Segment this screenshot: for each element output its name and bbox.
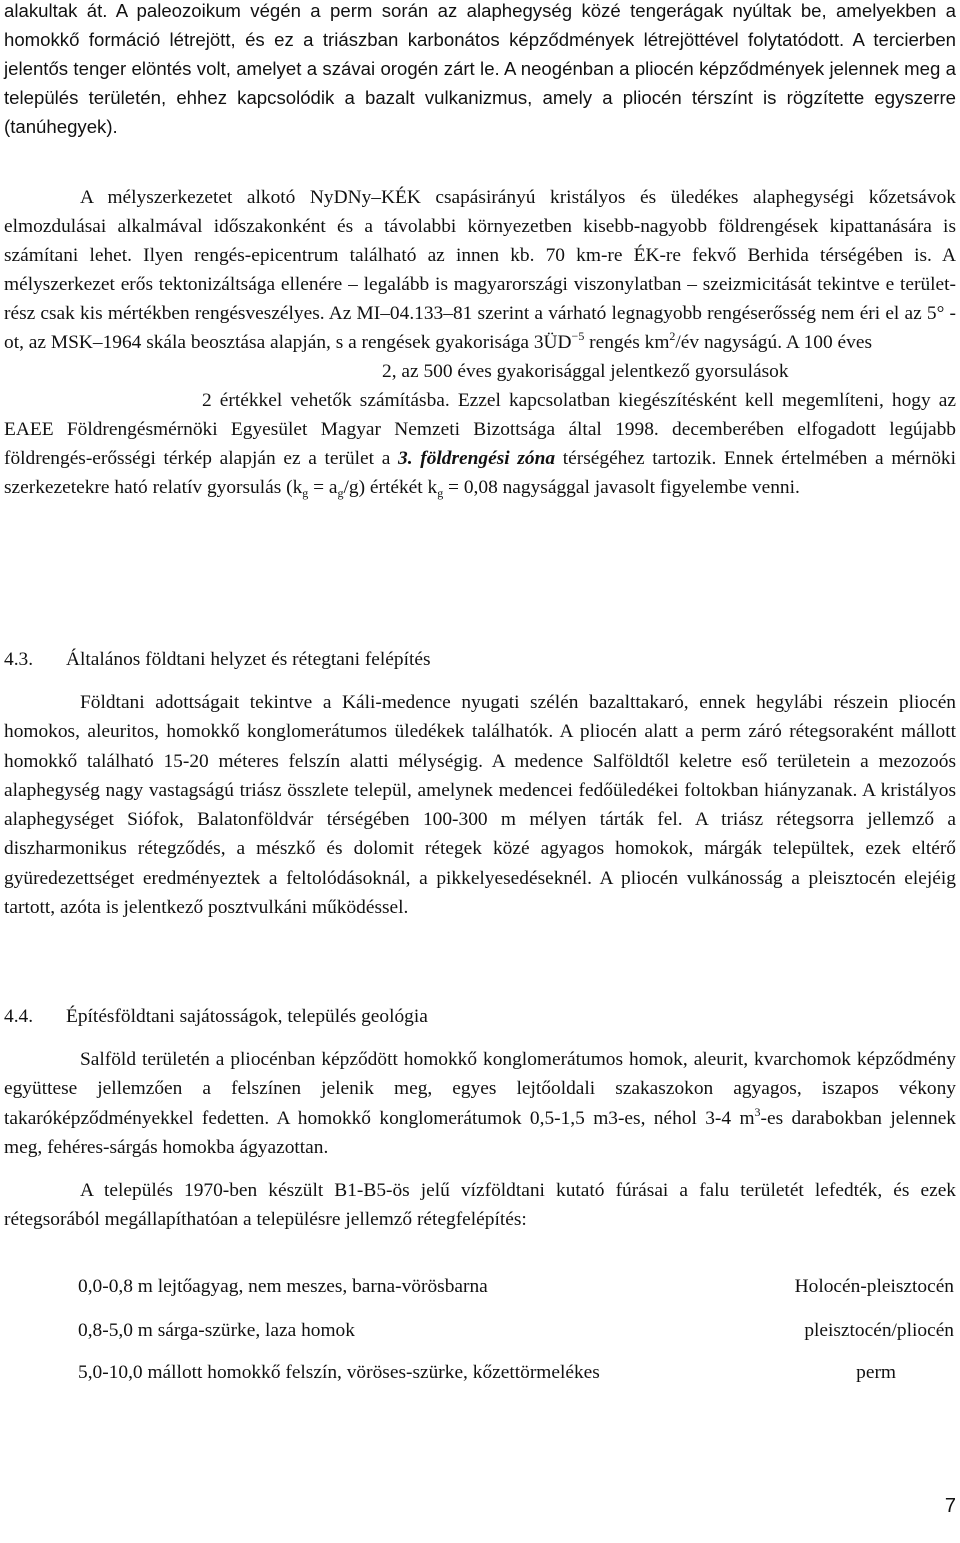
- text: /év nagyságú. A 100 éves: [675, 332, 872, 353]
- text: A település 1970-ben készült B1-B5-ös jelű vízföldtani kutató fúrásai a falu területét lefedték, és ezek rétegsorából megállapíthatóan a településre jellemző rétegfelépítés:: [4, 1180, 956, 1231]
- section-number: 4.3.: [4, 649, 34, 670]
- text: /g) értékét k: [343, 477, 438, 498]
- layer-row: [78, 1316, 956, 1345]
- paragraph-construction-geology: [4, 1045, 956, 1162]
- layer-description: 0,8-5,0 m sárga-szürke, laza homok: [78, 1320, 355, 1341]
- text: térségéhez tartozik. Ennek értelmében a mérnöki szerkezetekre ható relatív gyorsulás (k: [4, 448, 956, 498]
- text: A mélyszerkezetet alkotó NyDNy–KÉK csapásirányú kristályos és üledékes alaphegységi kőzetsávok elmozdulásai alkalmával időszakonként és a távolabbi környezetben kisebb-nagyobb földrengések kipattanására is számítani lehet. Ilyen rengés-epicentrum található az innen kb. 70 km-re ÉK-re fekvő Berhida térségében is. A mélyszerkezet erős tektonizáltsága ellenére – legalább is magyarországi viszonylatban – szeizmicitását tekintve e területrész csak kis mértékben rengésveszélyes. Az MI–04.133–81 szerint a várható legnagyobb rengéserősség nem éri el az 5° -ot, az MSK–1964 skála beosztása alapján, s a rengések gyakorisága 3ÜD: [4, 187, 956, 353]
- zone-label: 3. földrengési zóna: [398, 448, 556, 469]
- superscript: 3: [754, 1104, 761, 1119]
- line: (tanúhegyek).: [4, 115, 118, 137]
- line: ehhez kapcsolódik a bazalt vulkanizmus, amely a pliocén térszínt is rögzítette egyszerre: [176, 86, 956, 108]
- subscript: g: [337, 486, 344, 500]
- section-heading-4-4: [4, 1003, 428, 1031]
- text: = 0,08 nagysággal javasolt figyelembe venni.: [443, 477, 800, 498]
- text: -es darabokban jelennek meg, fehéres-sárgás homokba ágyazottan.: [4, 1107, 956, 1158]
- page-number: 7: [944, 1495, 956, 1517]
- paragraph-boreholes: [4, 1176, 956, 1235]
- paragraph-intro: [4, 0, 956, 142]
- layer-description: 0,0-0,8 m lejtőagyag, nem meszes, barna-vörösbarna: [78, 1276, 488, 1297]
- superscript: −5: [571, 329, 585, 343]
- layer-age: perm: [856, 1362, 896, 1383]
- layer-row: [78, 1358, 956, 1387]
- layer-age: Holocén-pleisztocén: [794, 1276, 954, 1297]
- paragraph-geology: [4, 688, 956, 922]
- paragraph-seismic: [4, 183, 956, 502]
- section-title: Építésföldtani sajátosságok, település geológia: [66, 1006, 428, 1027]
- line: orogén zárt le. A neogénban a pliocén képződmények jelennek meg a település területén,: [4, 57, 956, 108]
- subscript: g: [437, 486, 444, 500]
- line: létrejöttével folytatódott. A tercierben jelentős tenger elöntés volt, amelyet a szávai: [4, 28, 957, 79]
- line: be, amelyekben a homokkő formáció létrejött, és ez a triászban karbonátos képződmények: [4, 0, 956, 50]
- text: Földtani adottságait tekintve a Káli-medence nyugati szélén bazalttakaró, ennek hegylábi részein pliocén homokos, aleuritos, homokkő konglomerátumos üledékek találhatók. A pliocén alatt a perm záró rétegsoraként mállott homokkő található 15-20 méteres felszín alatti mélységig. A medence Salföldtől keletre eső területein a mezozoós alaphegység nagy vastagságú triász összlete települ, amelynek medencei fedőüledékei foltokban hiányzanak. A kristályos alaphegységet Siófok, Balatonföldvár térségében 100-300 m mélyen tárták fel. A triász rétegsorra jellemző a diszharmonikus rétegződés, a mészkő és dolomit rétegek közé agyagos homokok, márgák települtek, ezek eltérő gyüredezettséget eredményeztek a feltolódásoknál, a pikkelyesedéseknél. A pliocén vulkánosság a pleisztocén elejéig tartott, azóta is jelentkező posztvulkáni működéssel.: [4, 692, 956, 919]
- section-title: Általános földtani helyzet és rétegtani felépítés: [66, 649, 431, 670]
- section-heading-4-3: [4, 646, 431, 674]
- line: alakultak át. A paleozoikum végén a perm során az alaphegység közé tengerágak nyúltak: [4, 0, 792, 21]
- text: Salföld területén a pliocénban képződött homokkő konglomerátumos homok, aleurit, kvarchomok képződmény együttese jellemzően a felszínen jelenik meg, egyes lejtőoldali szakaszokon agyagos, iszapos vékony takaróképződményekkel fedetten. A homokkő konglomerátumok 0,5-1,5 m3-es, néhol 3-4 m: [4, 1049, 956, 1129]
- text: 2 értékkel vehetők számításba. Ezzel kapcsolatban kiegészítésként kell megemlíteni, hogy az EAEE Földrengésmérnöki Egyesület Magyar Nemzeti Bizottsága által 1998. decemberében elfogadott legújabb földrengés-erősségi térkép alapján ez a terület a: [4, 390, 956, 469]
- superscript: 2: [669, 329, 676, 343]
- layer-row: [78, 1272, 956, 1301]
- text: = a: [308, 477, 338, 498]
- text: 2, az 500 éves gyakorisággal jelentkező gyorsulások: [382, 361, 789, 382]
- layer-description: 5,0-10,0 mállott homokkő felszín, vöröses-szürke, kőzettörmelékes: [78, 1362, 600, 1383]
- section-number: 4.4.: [4, 1006, 34, 1027]
- subscript: g: [302, 486, 309, 500]
- text: rengés km: [584, 332, 670, 353]
- layer-age: pleisztocén/pliocén: [804, 1320, 954, 1341]
